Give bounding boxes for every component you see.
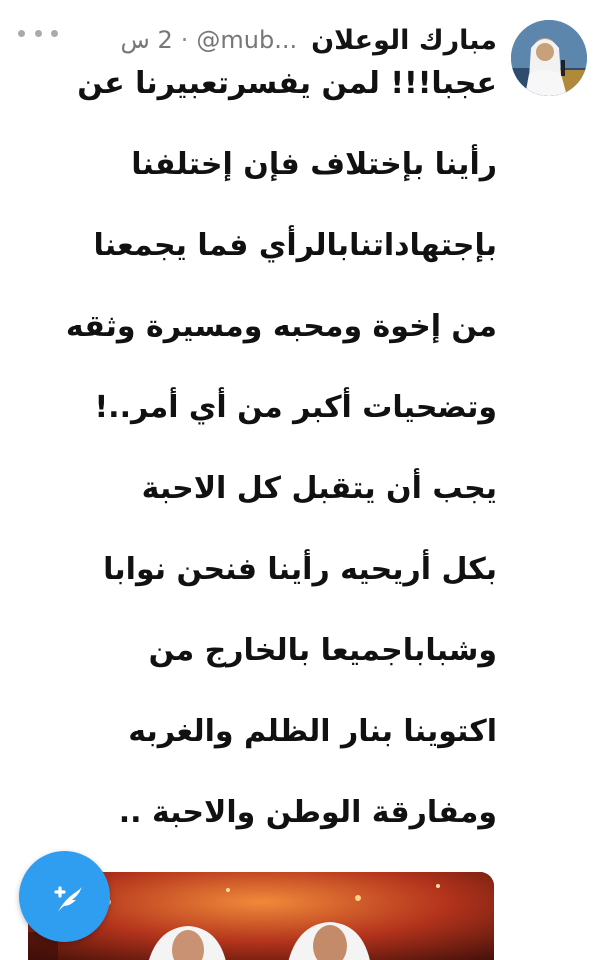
compose-tweet-button[interactable] (19, 851, 110, 942)
tweet-timestamp[interactable]: 2 س (120, 26, 173, 54)
tweet-line: وتضحيات أكبر من أي أمر..! (94, 390, 497, 425)
tweet-line: يجب أن يتقبل كل الاحبة (141, 471, 497, 506)
tweet-header (11, 20, 497, 60)
tweet-line: وشباباجميعا بالخارج من (148, 633, 497, 668)
separator-dot: · (180, 26, 189, 54)
compose-tweet-icon (42, 874, 88, 920)
avatar-image (511, 20, 587, 96)
tweet-line: رأينا بإختلاف فإن إختلفنا (131, 147, 497, 182)
tweet-text (7, 62, 497, 835)
tweet-line: بإجتهاداتنابالرأي فما يجمعنا (93, 228, 497, 263)
user-handle[interactable]: @mub... (196, 26, 298, 54)
tweet-line: اكتوينا بنار الظلم والغربه (128, 714, 497, 749)
tweet-line: من إخوة ومحبه ومسيرة وثقه (65, 309, 497, 344)
more-dot (18, 30, 25, 37)
tweet-line: ومفارقة الوطن والاحبة .. (118, 795, 497, 830)
display-name[interactable]: مبارك الوعلان (311, 24, 497, 56)
more-dot (35, 30, 42, 37)
tweet-line: عجبا!!! لمن يفسرتعبيرنا عن (77, 66, 497, 101)
more-dot (51, 30, 58, 37)
avatar[interactable] (511, 20, 587, 96)
tweet-line: بكل أريحيه رأينا فنحن نوابا (103, 552, 497, 587)
more-horizontal-icon[interactable] (18, 22, 58, 44)
